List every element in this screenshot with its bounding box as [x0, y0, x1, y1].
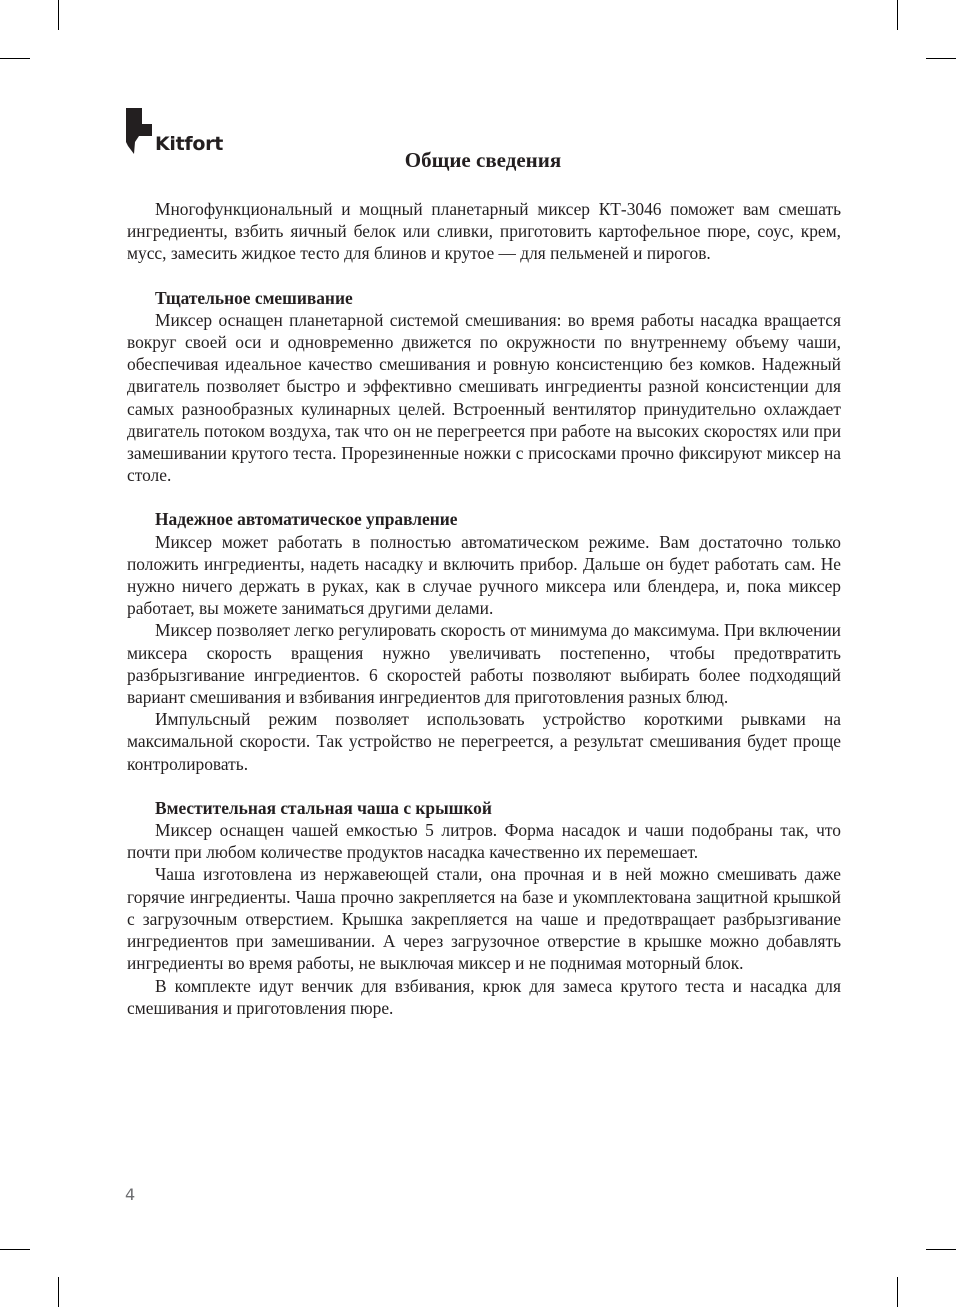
- crop-mark-top-right-vertical: [897, 0, 898, 30]
- intro-paragraph: Многофункциональный и мощный планетарный миксер КТ-3046 поможет вам смешать ингредиенты, взбить яичный белок или сливки, приготовить картофельное пюре, соус, крем, мусс, замесить жидкое тесто для блинов и крутое — для пельменей и пирогов.: [127, 199, 841, 264]
- section-heading: Тщательное смешивание: [155, 287, 353, 308]
- crop-mark-top-right-horizontal: [926, 58, 956, 59]
- page-title: Общие сведения: [404, 148, 562, 172]
- crop-mark-bottom-right-vertical: [897, 1277, 898, 1307]
- section-heading: Надежное автоматическое управление: [155, 509, 458, 530]
- paragraph: В комплекте идут венчик для взбивания, крюк для замеса крутого теста и насадка для смешивания и приготовления пюре.: [127, 975, 841, 1018]
- document-body: [127, 198, 841, 1019]
- crop-mark-bottom-left-horizontal: [0, 1249, 30, 1250]
- crop-mark-bottom-right-horizontal: [926, 1249, 956, 1250]
- crop-mark-bottom-left-vertical: [58, 1277, 59, 1307]
- paragraph: Миксер позволяет легко регулировать скорость от минимума до максимума. При включении миксера скорость вращения нужно увеличивать постепенно, чтобы предотвратить разбрызгивание ингредиентов. 6 скоростей работы позволяют выбирать более подходящий вариант смешивания и взбивания ингредиентов для приготовления разных блюд.: [127, 620, 841, 708]
- crop-mark-top-left-vertical: [58, 0, 59, 30]
- section-heading: Вместительная стальная чаша с крышкой: [155, 797, 492, 818]
- paragraph: Миксер оснащен чашей емкостью 5 литров. Форма насадок и чаши подобраны так, что почти при любом количестве продуктов насадка качественно их перемешает.: [127, 820, 841, 863]
- paragraph: Миксер оснащен планетарной системой смешивания: во время работы насадка вращается вокруг своей оси и одновременно движется по окружности по внутреннему объему чаши, обеспечивая идеальное качество смешивания и ровную консистенцию без комков. Надежный двигатель позволяет быстро и эффективно смешивать ингредиенты разной консистенции для самых разнообразных кулинарных целей. Встроенный вентилятор принудительно охлаждает двигатель потоком воздуха, так что он не перегреется при работе на высоких скоростях или при замешивании крутого теста. Прорезиненные ножки с присосками прочно фиксируют миксер на столе.: [127, 309, 841, 486]
- paragraph: Импульсный режим позволяет использовать устройство короткими рывками на максимальной скорости. Так устройство не перегреется, а результат смешивания будет проще контролировать.: [127, 709, 841, 774]
- brand-name: Kitfort: [155, 133, 223, 155]
- page-number: 4: [125, 1185, 136, 1204]
- paragraph: Чаша изготовлена из нержавеющей стали, она прочная и в ней можно смешивать даже горячие ингредиенты. Чаша прочно закрепляется на базе и укомплектована защитной крышкой с загрузочным отверстием. Крышка закрепляется на чаше и предотвращает разбрызгивание ингредиентов при замешивании. А через загрузочное отверстие в крышке можно добавлять ингредиенты во время работы, не выключая миксер и не поднимая моторный блок.: [127, 864, 841, 974]
- crop-mark-top-left-horizontal: [0, 58, 30, 59]
- paragraph: Миксер может работать в полностью автоматическом режиме. Вам достаточно только положить ингредиенты, надеть насадку и включить прибор. Дальше он будет работать сам. Не нужно ничего держать в руках, как в случае ручного миксера или блендера, и, пока миксер работает, вы можете заниматься другими делами.: [127, 531, 841, 619]
